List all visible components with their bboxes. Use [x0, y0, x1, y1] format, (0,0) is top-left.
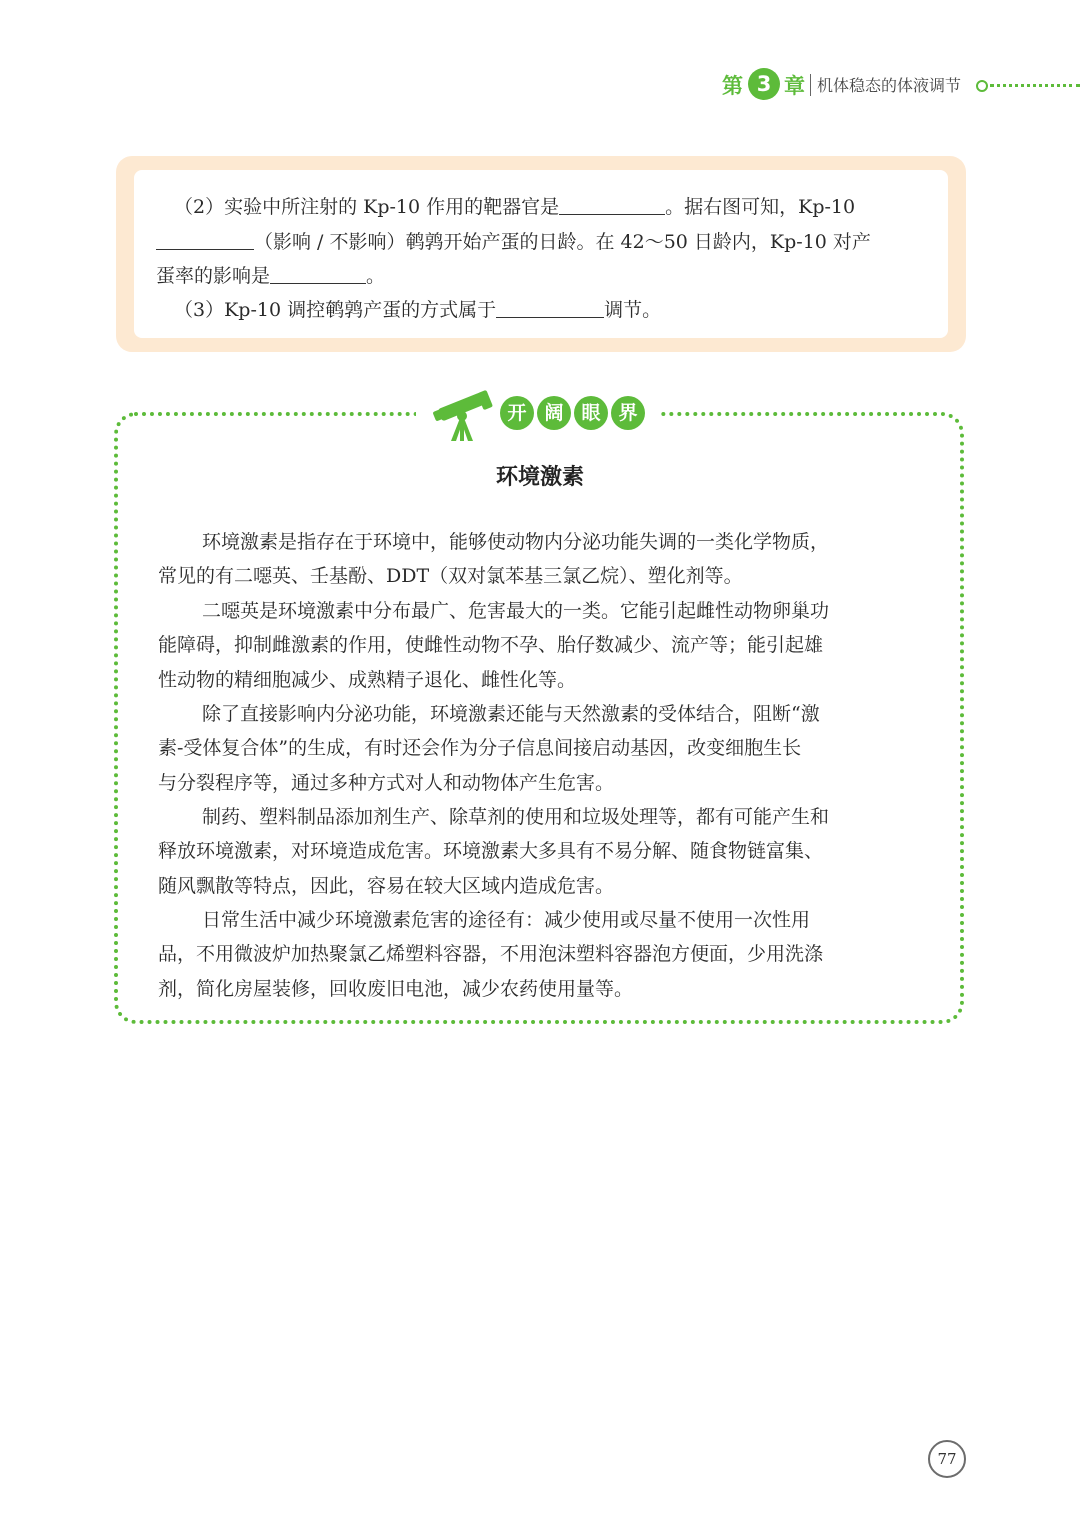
header-divider — [810, 74, 811, 96]
chapter-header — [718, 66, 1080, 106]
paragraph-1 — [158, 525, 922, 594]
question-text: 。 — [366, 265, 386, 287]
text-line: 除了直接影响内分泌功能，环境激素还能与天然激素的受体结合，阻断“激 — [202, 703, 820, 725]
answer-blank[interactable] — [156, 231, 254, 250]
badge-char: 界 — [611, 396, 645, 430]
question-content — [134, 170, 948, 338]
paragraph-4 — [158, 800, 922, 903]
badge-char: 阔 — [537, 396, 571, 430]
answer-blank[interactable] — [496, 299, 604, 318]
paragraph-2 — [158, 594, 922, 697]
text-line: 制药、塑料制品添加剂生产、除草剂的使用和垃圾处理等，都有可能产生和 — [202, 806, 830, 828]
text-line: 能障碍，抑制雌激素的作用，使雌性动物不孕、胎仔数减少、流产等；能引起雄 — [158, 634, 824, 657]
question-2-line-1 — [174, 192, 855, 219]
text-line: 常见的有二噁英、壬基酚、DDT（双对氯苯基三氯乙烷）、塑化剂等。 — [158, 565, 743, 588]
text-line: 性动物的精细胞减少、成熟精子退化、雌性化等。 — [158, 668, 577, 691]
paragraph-5 — [158, 903, 922, 1006]
text-line: 随风飘散等特点，因此，容易在较大区域内造成危害。 — [158, 874, 615, 897]
question-text: 蛋率的影响是 — [156, 265, 271, 287]
question-text: 调节。 — [604, 299, 662, 321]
chapter-prefix: 第 — [722, 74, 743, 98]
text-line: 素-受体复合体”的生成，有时还会作为分子信息间接启动基因，改变细胞生长 — [158, 737, 802, 760]
text-line: 释放环境激素，对环境造成危害。环境激素大多具有不易分解、随食物链富集、 — [158, 840, 824, 863]
paragraph-3 — [158, 697, 922, 800]
text-line: 环境激素是指存在于环境中，能够使动物内分泌功能失调的一类化学物质， — [202, 531, 830, 553]
telescope-icon — [432, 388, 494, 442]
text-line: 日常生活中减少环境激素危害的途径有：减少使用或尽量不使用一次性用 — [202, 909, 811, 931]
answer-blank[interactable] — [559, 196, 665, 215]
question-2-line-3 — [156, 261, 385, 288]
text-line: 二噁英是环境激素中分布最广、危害最大的一类。它能引起雌性动物卵巢功 — [202, 600, 830, 622]
header-dot-icon — [976, 80, 988, 92]
horizon-badge — [416, 384, 660, 444]
chapter-suffix: 章 — [784, 74, 805, 98]
chapter-number-badge: 3 — [748, 68, 780, 100]
badge-char: 开 — [500, 396, 534, 430]
page-number: 77 — [928, 1440, 966, 1478]
text-line: 品，不用微波炉加热聚氯乙烯塑料容器，不用泡沫塑料容器泡方便面，少用洗涤 — [158, 943, 824, 966]
chapter-title: 机体稳态的体液调节 — [817, 76, 962, 95]
question-text: （2）实验中所注射的 Kp-10 作用的靶器官是 — [174, 196, 560, 218]
question-box — [116, 156, 966, 352]
text-line: 剂，简化房屋装修，回收废旧电池，减少农药使用量等。 — [158, 977, 634, 1000]
question-text: 。据右图可知，Kp-10 — [665, 196, 856, 218]
header-dotted-line — [990, 84, 1080, 87]
question-3-line — [174, 295, 661, 322]
answer-blank[interactable] — [270, 265, 366, 284]
badge-char: 眼 — [574, 396, 608, 430]
question-2-line-2 — [156, 227, 871, 254]
text-line: 与分裂程序等，通过多种方式对人和动物体产生危害。 — [158, 771, 615, 794]
article-title: 环境激素 — [495, 465, 584, 490]
question-text: （影响 / 不影响）鹌鹑开始产蛋的日龄。在 42～50 日龄内，Kp-10 对产 — [254, 231, 871, 253]
question-text: （3）Kp-10 调控鹌鹑产蛋的方式属于 — [174, 299, 497, 321]
